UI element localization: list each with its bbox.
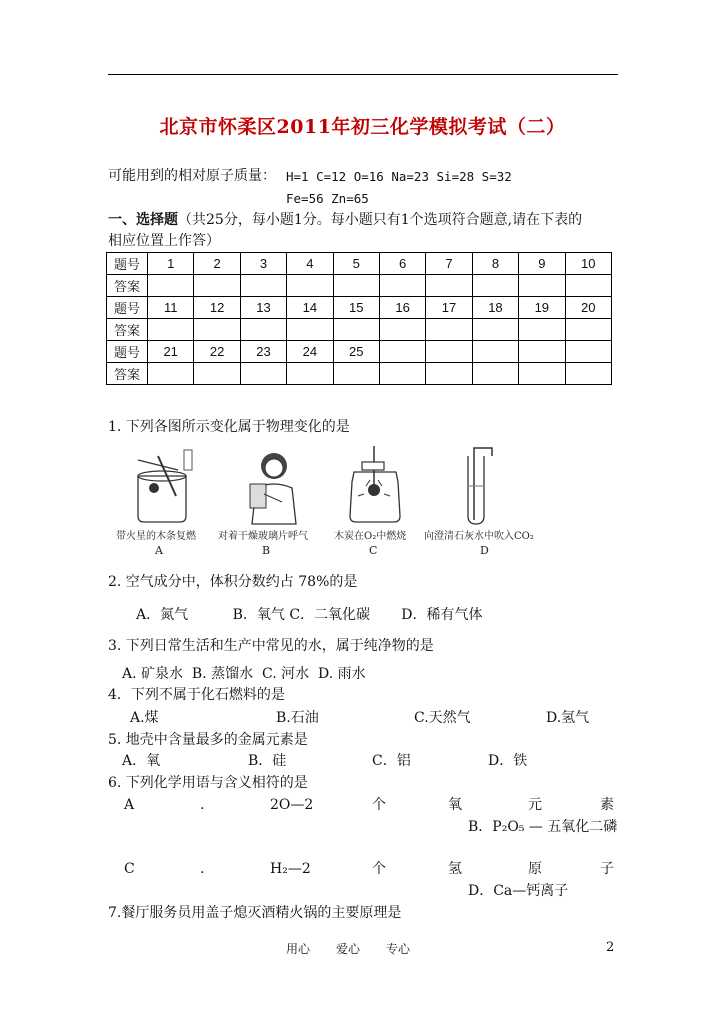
answer-cell[interactable]	[333, 319, 379, 341]
figure-a-illustration	[118, 446, 208, 524]
section1-text: （共25分，每小题1分。每小题只有1个选项符合题意,请在下表的	[178, 212, 583, 228]
answer-cell[interactable]	[379, 319, 425, 341]
answer-cell[interactable]	[148, 363, 194, 385]
answer-cell[interactable]	[333, 363, 379, 385]
top-rule	[108, 74, 618, 75]
q-num: 7	[426, 253, 472, 275]
q4-option-d: D.氢气	[546, 710, 590, 726]
q6-c-part: C	[124, 861, 135, 877]
q2-text: 2. 空气成分中，体积分数约占 78%的是	[108, 574, 358, 590]
a-label: 答案	[107, 363, 148, 385]
answer-cell[interactable]	[240, 319, 286, 341]
table-row	[107, 363, 612, 385]
table-row	[107, 319, 612, 341]
q-num: 22	[194, 341, 240, 363]
q5-option-b: B．硅	[248, 753, 287, 769]
q6-text: 6. 下列化学用语与含义相符的是	[108, 775, 308, 791]
footer-item: 专心	[386, 942, 411, 956]
q6-c-part: .	[200, 861, 205, 877]
figure-c-letter: C	[369, 544, 378, 557]
q-num	[472, 341, 518, 363]
q-num: 10	[565, 253, 611, 275]
figure-b-caption: 对着干燥玻璃片呼气	[218, 531, 308, 542]
answer-cell[interactable]	[194, 319, 240, 341]
footer-item: 爱心	[336, 942, 361, 956]
q2-options: A．氮气 B．氧气 C．二氧化碳 D．稀有气体	[136, 607, 483, 623]
atomic-mass-line2: Fe=56 Zn=65	[286, 191, 369, 206]
q6-option-b: B．P₂O₅ — 五氧化二磷	[468, 819, 618, 835]
q6-c-part: 原	[528, 861, 542, 877]
q5-option-c: C．铝	[372, 753, 411, 769]
page-number: 2	[606, 940, 615, 955]
answer-cell[interactable]	[426, 275, 472, 297]
answer-table	[106, 252, 612, 385]
q-num: 1	[148, 253, 194, 275]
q6-a-part: 素	[600, 797, 614, 813]
answer-cell[interactable]	[194, 363, 240, 385]
q5-text: 5. 地壳中含量最多的金属元素是	[108, 732, 308, 748]
q1-text: 1. 下列各图所示变化属于物理变化的是	[108, 419, 350, 435]
q6-c-part: 个	[372, 861, 386, 877]
q-num	[379, 341, 425, 363]
q-num	[426, 341, 472, 363]
q-num: 3	[240, 253, 286, 275]
table-row	[107, 275, 612, 297]
q5-option-d: D．铁	[488, 753, 528, 769]
answer-cell[interactable]	[472, 275, 518, 297]
table-row	[107, 297, 612, 319]
q4-text: 4．下列不属于化石燃料的是	[108, 687, 285, 703]
q-num: 21	[148, 341, 194, 363]
q-num: 9	[519, 253, 565, 275]
q-num: 5	[333, 253, 379, 275]
answer-cell[interactable]	[148, 275, 194, 297]
figure-c-illustration	[340, 446, 410, 526]
q4-option-b: B.石油	[276, 710, 319, 726]
q-num: 16	[379, 297, 425, 319]
q-num	[519, 341, 565, 363]
atomic-mass-label: 可能用到的相对原子质量：	[108, 168, 276, 184]
q-num: 14	[287, 297, 333, 319]
answer-cell[interactable]	[287, 363, 333, 385]
a-label: 答案	[107, 319, 148, 341]
q4-option-c: C.天然气	[414, 710, 471, 726]
section1-text-2: 相应位置上作答）	[108, 233, 220, 249]
q-num: 20	[565, 297, 611, 319]
figure-a-letter: A	[155, 544, 163, 557]
answer-cell[interactable]	[333, 275, 379, 297]
table-row	[107, 253, 612, 275]
q6-a-part: 元	[528, 797, 542, 813]
answer-cell[interactable]	[565, 275, 611, 297]
figure-d-caption: 向澄清石灰水中吹入CO₂	[424, 531, 534, 542]
q-num: 8	[472, 253, 518, 275]
q7-text: 7.餐厅服务员用盖子熄灭酒精火锅的主要原理是	[108, 905, 402, 921]
footer-item: 用心	[286, 942, 311, 956]
answer-cell[interactable]	[565, 363, 611, 385]
figure-d-illustration	[458, 446, 508, 526]
q-label: 题号	[107, 253, 148, 275]
section1-bold: 一、选择题	[108, 212, 178, 228]
q6-a-part: 个	[372, 797, 386, 813]
q3-options: A. 矿泉水 B. 蒸馏水 C. 河水 D. 雨水	[122, 666, 366, 682]
q6-c-part: 氢	[448, 861, 462, 877]
q-num: 17	[426, 297, 472, 319]
answer-cell[interactable]	[519, 275, 565, 297]
answer-cell[interactable]	[240, 275, 286, 297]
answer-cell[interactable]	[194, 275, 240, 297]
q6-a-part: .	[200, 797, 205, 813]
q6-a-part: A	[124, 797, 135, 813]
figure-b-illustration	[236, 446, 306, 526]
q-num: 19	[519, 297, 565, 319]
q6-c-part: 子	[600, 861, 614, 877]
q-num: 15	[333, 297, 379, 319]
answer-cell[interactable]	[472, 363, 518, 385]
q-num: 18	[472, 297, 518, 319]
q-num: 25	[333, 341, 379, 363]
q-num: 23	[240, 341, 286, 363]
q6-a-part: 氧	[448, 797, 462, 813]
q-num: 24	[287, 341, 333, 363]
figure-b-letter: B	[262, 544, 271, 557]
answer-cell[interactable]	[240, 363, 286, 385]
section1-heading	[108, 211, 582, 229]
answer-cell[interactable]	[379, 275, 425, 297]
table-row	[107, 341, 612, 363]
answer-cell[interactable]	[148, 319, 194, 341]
figure-a-caption: 带火星的木条复燃	[116, 531, 196, 542]
q-num: 4	[287, 253, 333, 275]
q-num: 2	[194, 253, 240, 275]
q6-a-part: 2O—2	[270, 797, 314, 813]
page-title: 北京市怀柔区2011年初三化学模拟考试（二）	[159, 116, 566, 138]
atomic-mass-line1: H=1 C=12 O=16 Na=23 Si=28 S=32	[286, 169, 512, 184]
q3-text: 3. 下列日常生活和生产中常见的水，属于纯净物的是	[108, 638, 434, 654]
q-label: 题号	[107, 341, 148, 363]
figure-d-letter: D	[480, 544, 489, 557]
q-num: 13	[240, 297, 286, 319]
answer-cell[interactable]	[379, 363, 425, 385]
q-label: 题号	[107, 297, 148, 319]
answer-cell[interactable]	[426, 363, 472, 385]
q-num	[565, 341, 611, 363]
answer-cell[interactable]	[287, 275, 333, 297]
a-label: 答案	[107, 275, 148, 297]
q6-option-d: D．Ca—钙离子	[468, 883, 569, 899]
answer-cell[interactable]	[426, 319, 472, 341]
q-num: 12	[194, 297, 240, 319]
q-num: 11	[148, 297, 194, 319]
q6-c-part: H₂—2	[270, 861, 311, 877]
q4-option-a: A.煤	[130, 710, 159, 726]
answer-cell[interactable]	[472, 319, 518, 341]
answer-cell[interactable]	[565, 319, 611, 341]
answer-cell[interactable]	[519, 319, 565, 341]
q-num: 6	[379, 253, 425, 275]
answer-cell[interactable]	[287, 319, 333, 341]
figure-c-caption: 木炭在O₂中燃烧	[334, 531, 407, 542]
answer-cell[interactable]	[519, 363, 565, 385]
q5-option-a: A．氧	[122, 753, 161, 769]
